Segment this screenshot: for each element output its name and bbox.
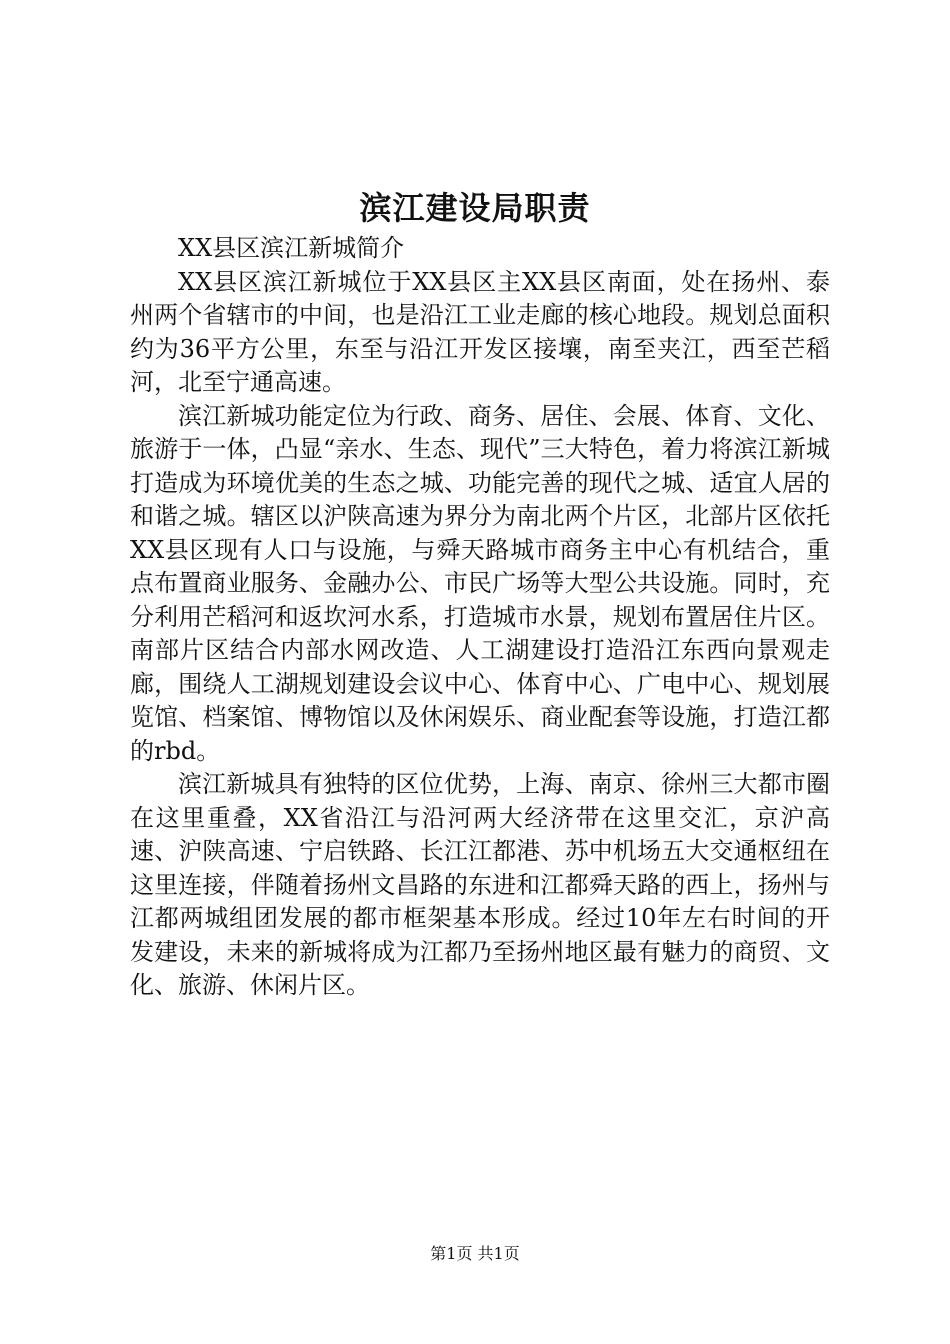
paragraph-intro-heading: XX县区滨江新城简介: [178, 234, 405, 262]
document-body: [130, 232, 830, 1003]
paragraph-advantage: 滨江新城具有独特的区位优势，上海、南京、徐州三大都市圈在这里重叠，XX省沿江与沿河两大经济带在这里交汇，京沪高速、沪陕高速、宁启铁路、长江江都港、苏中机场五大交通枢纽在这里连接，伴随着扬州文昌路的东进和江都舜天路的西上，扬州与江都两城组团发展的都市框架基本形成。经过10年左右时间的开发建设，未来的新城将成为江都乃至扬州地区最有魅力的商贸、文化、旅游、休闲片区。: [130, 770, 830, 999]
page-number-footer: 第1页 共1页: [430, 1244, 520, 1263]
paragraph-function: 滨江新城功能定位为行政、商务、居住、会展、体育、文化、旅游于一体，凸显“亲水、生态、现代”三大特色，着力将滨江新城打造成为环境优美的生态之城、功能完善的现代之城、适宜人居的和谐之城。辖区以沪陕高速为界分为南北两个片区，北部片区依托XX县区现有人口与设施，与舜天路城市商务主中心有机结合，重点布置商业服务、金融办公、市民广场等大型公共设施。同时，充分利用芒稻河和返坎河水系，打造城市水景，规划布置居住片区。南部片区结合内部水网改造、人工湖建设打造沿江东西向景观走廊，围绕人工湖规划建设会议中心、体育中心、广电中心、规划展览馆、档案馆、博物馆以及休闲娱乐、商业配套等设施，打造江都的rbd。: [130, 401, 830, 765]
document-title: 滨江建设局职责: [359, 189, 591, 227]
paragraph-location: XX县区滨江新城位于XX县区主XX县区南面，处在扬州、泰州两个省辖市的中间，也是沿江工业走廊的核心地段。规划总面积约为36平方公里，东至与沿江开发区接壤，南至夹江，西至芒稻河，北至宁通高速。: [130, 267, 830, 396]
